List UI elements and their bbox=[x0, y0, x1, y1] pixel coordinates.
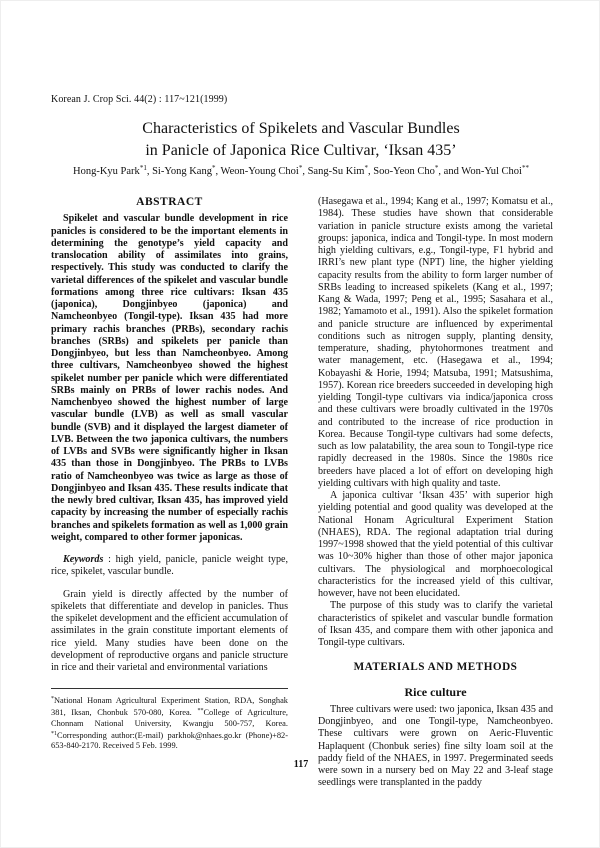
affiliation-mark: * bbox=[211, 164, 216, 172]
footnote-divider bbox=[51, 688, 288, 689]
footnote-mark: *1 bbox=[51, 730, 57, 737]
author bbox=[373, 166, 461, 177]
author bbox=[73, 166, 152, 177]
abstract-heading: ABSTRACT bbox=[136, 196, 203, 208]
methods-heading: MATERIALS AND METHODS bbox=[353, 661, 518, 674]
keywords-label: Keywords bbox=[63, 554, 104, 565]
author-name: Si-Yong Kang bbox=[152, 166, 212, 177]
affiliation-mark: * bbox=[364, 164, 368, 172]
footnote-affiliation-2: College of Agriculture, Chonnam National University, Kwangju 500-757, Korea. bbox=[51, 708, 289, 728]
methods-paragraph: Three cultivars were used: two japonica, Iksan 435 and Dongjinbyeo, and one Tongil-type, Namcheonbyeo. These cultivars were grown on Aeric-Fluventic Haplaquent (Chonbuk series) fine silty loam soil at the paddy field of the NHAES, in 1997. Pregerminated seeds were sown in a nursery bed on May 22 and 3-leaf stage seedlings were transplanted in the paddy bbox=[318, 703, 553, 789]
footnote bbox=[51, 694, 288, 751]
journal-reference: Korean J. Crop Sci. 44(2) : 117~121(1999) bbox=[51, 94, 228, 105]
author bbox=[221, 166, 308, 177]
title-line-2: in Panicle of Japonica Rice Cultivar, ‘Iksan 435’ bbox=[145, 142, 457, 159]
affiliation-mark: * bbox=[434, 164, 439, 172]
author bbox=[152, 166, 220, 177]
affiliation-mark: * bbox=[298, 164, 303, 172]
page-number: 117 bbox=[293, 759, 309, 770]
abstract-section bbox=[51, 196, 288, 544]
left-column bbox=[51, 196, 288, 674]
intro-paragraph-1-continued: (Hasegawa et al., 1994; Kang et al., 1997; Komatsu et al., 1984). These studies have shown that considerable variation in panicle structure exists among the varietal groups: japonica, indica and Tongil-type. In most modern high yielding cultivars, e.g., Tongil-type, F1 hybrid and IRRI’s new plant type (NPT) line, the higher yielding capacity results from the ability to form larger number of SRBs leading to increased spikelets (Kang et al., 1997; Kang & Wada, 1997; Peng et al., 1995; Sasahara et al., 1982; Yamamoto et al., 1991). Also the spikelet formation and panicle structure are influenced by experimental conditions such as nitrogen supply, planting density, temperature, shading, phytohormones treatment and water management, etc. (Hasegawa et al., 1994; Kobayashi & Horie, 1994; Matsuba, 1991; Matsushima, 1957). Korean rice breeders succeeded in developing high yielding Tongil-type cultivars via indica/japonica cross and these cultivars were broadly cultivated in the 1970s and contributed to the increase of rice production in Korea. Because Tongil-type cultivars had some defects, such as low palatability, the area soun to Tongil-type rice rapidly decreased in the 1980s. Since the 1980s rice breeders have placed a lot of effort on developing high yielding cultivars with high quality and taste. bbox=[318, 196, 553, 489]
author-list bbox=[21, 164, 581, 177]
right-column bbox=[318, 196, 553, 790]
affiliation-mark: *1 bbox=[139, 164, 147, 172]
author bbox=[308, 166, 374, 177]
author-separator: , bbox=[146, 166, 153, 177]
abstract-text: Spikelet and vascular bundle development in rice panicles is considered to be the important elements in determining the genotype’s yield capacity and translocation ability of assimilates into grains, respectively. This study was conducted to clarify the varietal differences of the spikelet and vascular bundle formations among three rice cultivars: Iksan 435 (japonica), Dongjinbyeo (japonica) and Namcheonbyeo (Tongil-type). Iksan 435 had more primary rachis branches (PRBs), secondary rachis branches (SRBs) and spikelets per panicle than Dongjinbyeo, but less than Namcheonbyeo. Among three cultivars, Namcheonbyeo showed the highest spikelet number per panicle which were differentiated SRBs mainly on PRBs of lower rachis nodes. And Namchenbyeo showed the highest number of large vascular bundle (LVB) as well as small vascular bundle (SVB) and it displayed the largest diameter of LVB. Between the two japonica cultivars, the numbers of LVBs and SVBs were significantly higher in Iksan 435 than those in Dongjinbyeo. The PRBs to LVBs ratio of Namcheonbyeo was twice as large as those of Dongjinbyeo and Iksan 435. These results indicate that the newly bred cultivar, Iksan 435, has improved yield capacity by increasing the number of especially rachis branches and spikelets formation as well as 1,000 grain weight, compared to other former japonicas. bbox=[51, 213, 288, 543]
author-name: Sang-Su Kim bbox=[307, 166, 365, 177]
title-line-1: Characteristics of Spikelets and Vascular Bundles bbox=[142, 120, 460, 137]
footnote-corresponding: Corresponding author:(E-mail) parkhok@nhaes.go.kr (Phone)+82-653-840-2170. Received 5 Feb. 1999. bbox=[51, 730, 288, 751]
intro-paragraph-1: Grain yield is directly affected by the number of spikelets that differentiate and develop in panicles. Thus the spikelet development and the efficient accumulation of assimilates in the grain constitute important elements of rice yield. Many studies have been done on the development of reproductive organs and panicle structure in rice and their varietal and environmental variations bbox=[51, 588, 288, 673]
rice-culture-subheading: Rice culture bbox=[404, 684, 467, 699]
footnote-mark: * bbox=[51, 696, 54, 702]
author-name: Won-Yul Choi bbox=[461, 166, 522, 177]
keywords bbox=[51, 554, 288, 579]
author-separator: , and bbox=[438, 166, 462, 177]
author-name: Weon-Young Choi bbox=[220, 166, 299, 177]
affiliation-mark: ** bbox=[521, 164, 529, 172]
intro-paragraph-3: The purpose of this study was to clarify the varietal characteristics of spikelet and vascular bundle formation of Iksan 435, and compare them with other japonica and Tongil-type cultivars. bbox=[318, 600, 553, 648]
footnote-affiliation-1: National Honam Agricultural Experiment Station, RDA, Songhak 381, Iksan, Chonbuk 570-080, Korea. bbox=[51, 696, 288, 718]
author bbox=[461, 166, 529, 177]
footnote-mark: ** bbox=[197, 708, 204, 715]
author-separator: , bbox=[367, 166, 374, 177]
author-name: Soo-Yeon Cho bbox=[373, 166, 435, 177]
keywords-text: high yield, panicle, panicle weight type, rice, spikelet, vascular bundle. bbox=[51, 554, 288, 578]
paper-title bbox=[61, 118, 541, 162]
intro-paragraph-2: A japonica cultivar ‘Iksan 435’ with superior high yielding potential and good quality was developed at the National Honam Agricultural Experiment Station (NHAES), RDA. The regional adaptation trial during 1997~1998 showed that the yield potential of this cultivar was 10~30% higher than those of other major japonica cultivars. The physiological and morphoecological characteristics for the increased yield of this cultivar, however, have not been elucidated. bbox=[318, 490, 553, 599]
author-separator: , bbox=[302, 166, 308, 177]
author-separator: , bbox=[215, 166, 221, 177]
keywords-separator: : bbox=[103, 554, 116, 565]
author-name: Hong-Kyu Park bbox=[73, 166, 140, 177]
